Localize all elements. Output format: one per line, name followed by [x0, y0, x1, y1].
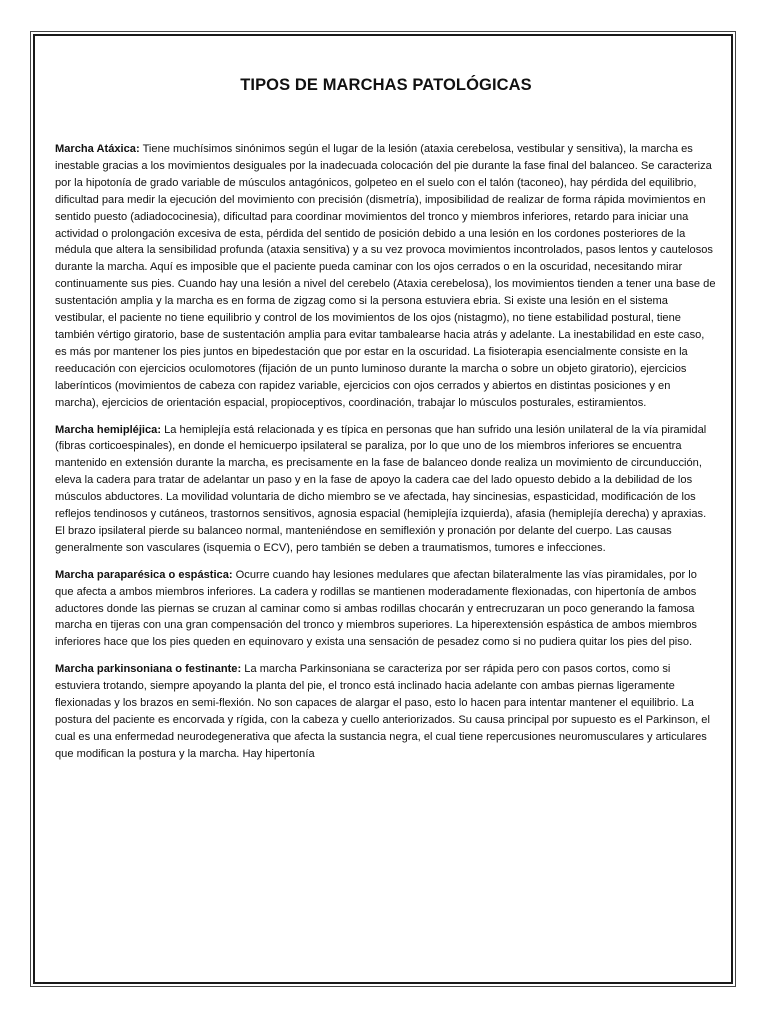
- section-text: Ocurre cuando hay lesiones medulares que afectan bilateralmente las vías piramidales, por lo que afecta a ambos miembros inferiores. La cadera y rodillas se mantienen moderadamente flexionadas, con hipertonía de ambos aductores donde las piernas se cruzan al caminar como si ambas rodillas chocarán y entrecruzaran un poco generando la famosa marcha en tijeras con una gran compensación del tronco y miembros superiores. La hiperextensión espástica de ambos miembros inferiores hace que los pies queden en equinovaro y exista una sensación de pesadez como si no pudiera quitar los pies del piso.: [55, 568, 697, 649]
- page-title: TIPOS DE MARCHAS PATOLÓGICAS: [240, 76, 532, 94]
- section-heading: Marcha paraparésica o espástica:: [55, 568, 233, 581]
- page-content: [55, 76, 717, 773]
- section-text: La marcha Parkinsoniana se caracteriza por ser rápida pero con pasos cortos, como si estuviera trotando, siempre apoyando la planta del pie, el tronco está inclinado hacia adelante con ambas piernas ligeramente flexionadas y los brazos en semi-flexión. No son capaces de alargar el paso, esto lo hacen para intentar mantener el equilibrio. La postura del paciente es encorvada y rígida, con la cabeza y cuello anteriorizados. Su causa principal por supuesto es el Parkinson, el cual es una enfermedad neurodegenerativa que afecta la sustancia negra, el cual tiene repercusiones neuromusculares y articulares que modifican la postura y la marcha. Hay hipertonía: [55, 663, 710, 760]
- section-hemiplejica: [55, 422, 717, 557]
- page-frame: [33, 34, 733, 984]
- section-text: Tiene muchísimos sinónimos según el lugar de la lesión (ataxia cerebelosa, vestibular y sensitiva), la marcha es inestable gracias a los movimientos desiguales por la inadecuada colocación del pie durante la fase final del balanceo. Se caracteriza por la hipotonía de grado variable de músculos antagónicos, golpeteo en el suelo con el talón (taconeo), hay pérdida del equilibrio, dificultad para medir la ejecución del movimiento con precisión (dismetría), imposibilidad de realizar de forma rápida movimientos en sentido puesto (adiadococinesia), dificultad para coordinar movimientos del tronco y miembros inferiores, retardo para iniciar una actividad o prolongación excesiva de esta, pérdida del sentido de posición debido a una lesión en los cordones posteriores de la médula que altera la sensibilidad profunda (ataxia sensitiva) y a su vez provoca movimientos incontrolados, pasos lentos y cautelosos durante la marcha. Aquí es imposible que el paciente pueda caminar con los ojos cerrados o en la oscuridad, necesitando mirar continuamente sus pies. Cuando hay una lesión a nivel del cerebelo (Ataxia cerebelosa), los movimientos tienden a tener una base de sustentación amplia y la marcha es en forma de zigzag como si la persona estuviera ebria. Si existe una lesión en el sistema vestibular, el paciente no tiene equilibrio y control de los movimientos de los ojos (nistagmo), no tiene estabilidad postural, tiene también vértigo giratorio, base de sustentación amplia para evitar tambalearse hacia atrás y adelante. La inestabilidad en este caso, es más por mantener los pies juntos en bipedestación que por estar en la oscuridad. La fisioterapia esencialmente consiste en la reeducación con ejercicios oculomotores (fijación de un punto luminoso durante la marcha o sobre un objeto giratorio), ejercicios laberínticos (movimientos de cabeza con rapidez variable, ejercicios con ojos cerrados y abiertos en distintas posiciones y en marcha), ejercicios de orientación espacial, propioceptivos, coordinación, trabajar lo músculos posturales, estiramientos.: [55, 143, 716, 409]
- section-ataxica: [55, 141, 717, 412]
- section-heading: Marcha hemipléjica:: [55, 423, 162, 436]
- section-parkinsoniana: [55, 661, 717, 762]
- section-heading: Marcha Atáxica:: [55, 143, 140, 155]
- section-text: La hemiplejía está relacionada y es típica en personas que han sufrido una lesión unilateral de la vía piramidal (fibras corticoespinales), en donde el hemicuerpo ipsilateral se paraliza, por lo que uno de los miembros inferiores se encuentra mantenido en extensión durante la marcha, es precisamente en la fase de balanceo donde realiza un movimiento de circunducción, eleva la cadera para tratar de adelantar un paso y en la fase de apoyo la cadera cae del lado opuesto debido a la debilidad de los músculos abductores. La movilidad voluntaria de dicho miembro se ve afectada, hay sincinesias, espasticidad, modificación de los reflejos tendinosos y cutáneos, trastornos sensitivos, agnosia espacial (hemiplejía izquierda), afasia (hemiplejía derecha) y apraxias. El brazo ipsilateral pierde su balanceo normal, manteniéndose en semiflexión y pronación por delante del cuerpo. Las causas generalmente son vasculares (isquemia o ECV), pero también se deben a traumatismos, tumores e infecciones.: [55, 423, 707, 554]
- section-heading: Marcha parkinsoniana o festinante:: [55, 663, 242, 676]
- section-paraparesica: [55, 567, 717, 652]
